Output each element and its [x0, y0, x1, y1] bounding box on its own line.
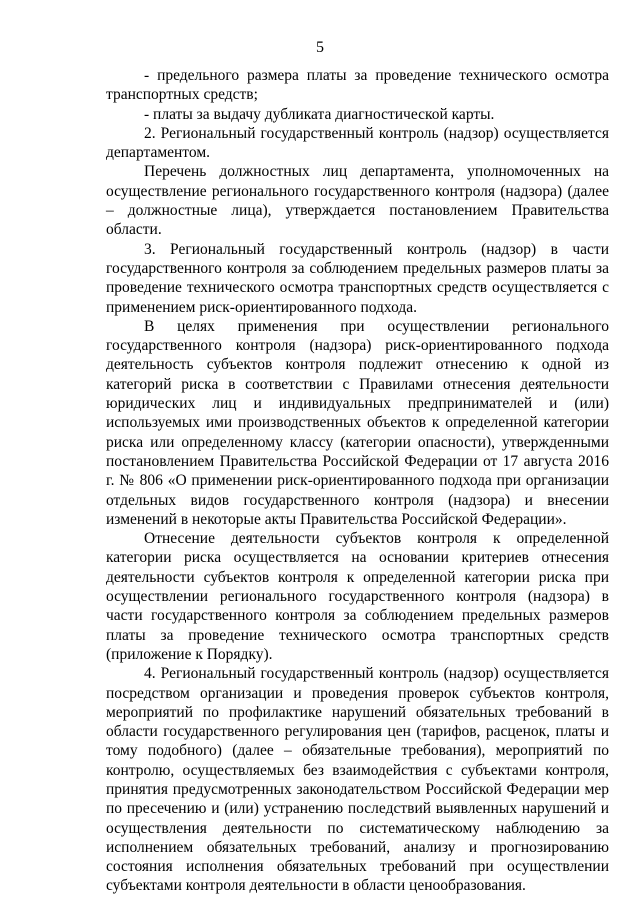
paragraph-clause-2: 2. Региональный государственный контроль (надзор) осуществляется департаментом.: [106, 124, 609, 162]
list-item-duplicate-fee: - платы за выдачу дубликата диагностической карты.: [144, 105, 495, 123]
paragraph-clause-4: 4. Региональный государственный контроль (надзор) осуществляется посредством организации и проведения проверок субъектов контроля, мероприятий по профилактике нарушений обязательных требований в области государственного регулирования цен (тарифов, расценок, платы и тому подобного) (далее – обязательные требования), мероприятий по контролю, осуществляемых без взаимодействия с субъектами контроля, принятия предусмотренных законодательством Российской Федерации мер по пресечению и (или) устранению последствий выявленных нарушений и осуществления деятельности по систематическому наблюдению за исполнением обязательных требований, анализу и прогнозированию состояния исполнения обязательных требований при осуществлении субъектами контроля деятельности в области ценообразования.: [106, 665, 609, 895]
page-number: 5: [316, 39, 324, 56]
document-body: [106, 66, 609, 896]
paragraph-clause-3: 3. Региональный государственный контроль (надзор) в части государственного контроля за соблюдением предельных размеров платы за проведение технического осмотра транспортных средств осуществляется с применением риск-ориентированного подхода.: [106, 240, 609, 316]
paragraph-officials-list: Перечень должностных лиц департамента, уполномоченных на осуществление регионального государственного контроля (надзора) (далее – должностные лица), утверждается постановлением Правительства области.: [106, 163, 609, 239]
list-item-max-fee: - предельного размера платы за проведение технического осмотра транспортных средств;: [106, 67, 609, 104]
paragraph-risk-assignment: Отнесение деятельности субъектов контроля к определенной категории риска осуществляется на основании критериев отнесения деятельности субъектов контроля к определенной категории риска при осуществлении регионального государственного контроля (надзора) в части государственного контроля за соблюдением предельных размеров платы за проведение технического осмотра транспортных средств (приложение к Порядку).: [106, 530, 609, 663]
paragraph-risk-categories: В целях применения при осуществлении регионального государственного контроля (надзора) риск-ориентированного подхода деятельность субъектов контроля подлежит отнесению к одной из категорий риска в соответствии с Правилами отнесения деятельности юридических лиц и индивидуальных предпринимателей и (или) используемых ими производственных объектов к определенной категории риска или определенному классу (категории опасности), утвержденными постановлением Правительства Российской Федерации от 17 августа 2016 г. № 806 «О применении риск-ориентированного подхода при организации отдельных видов государственного контроля (надзора) и внесении изменений в некоторые акты Правительства Российской Федерации».: [106, 317, 609, 528]
